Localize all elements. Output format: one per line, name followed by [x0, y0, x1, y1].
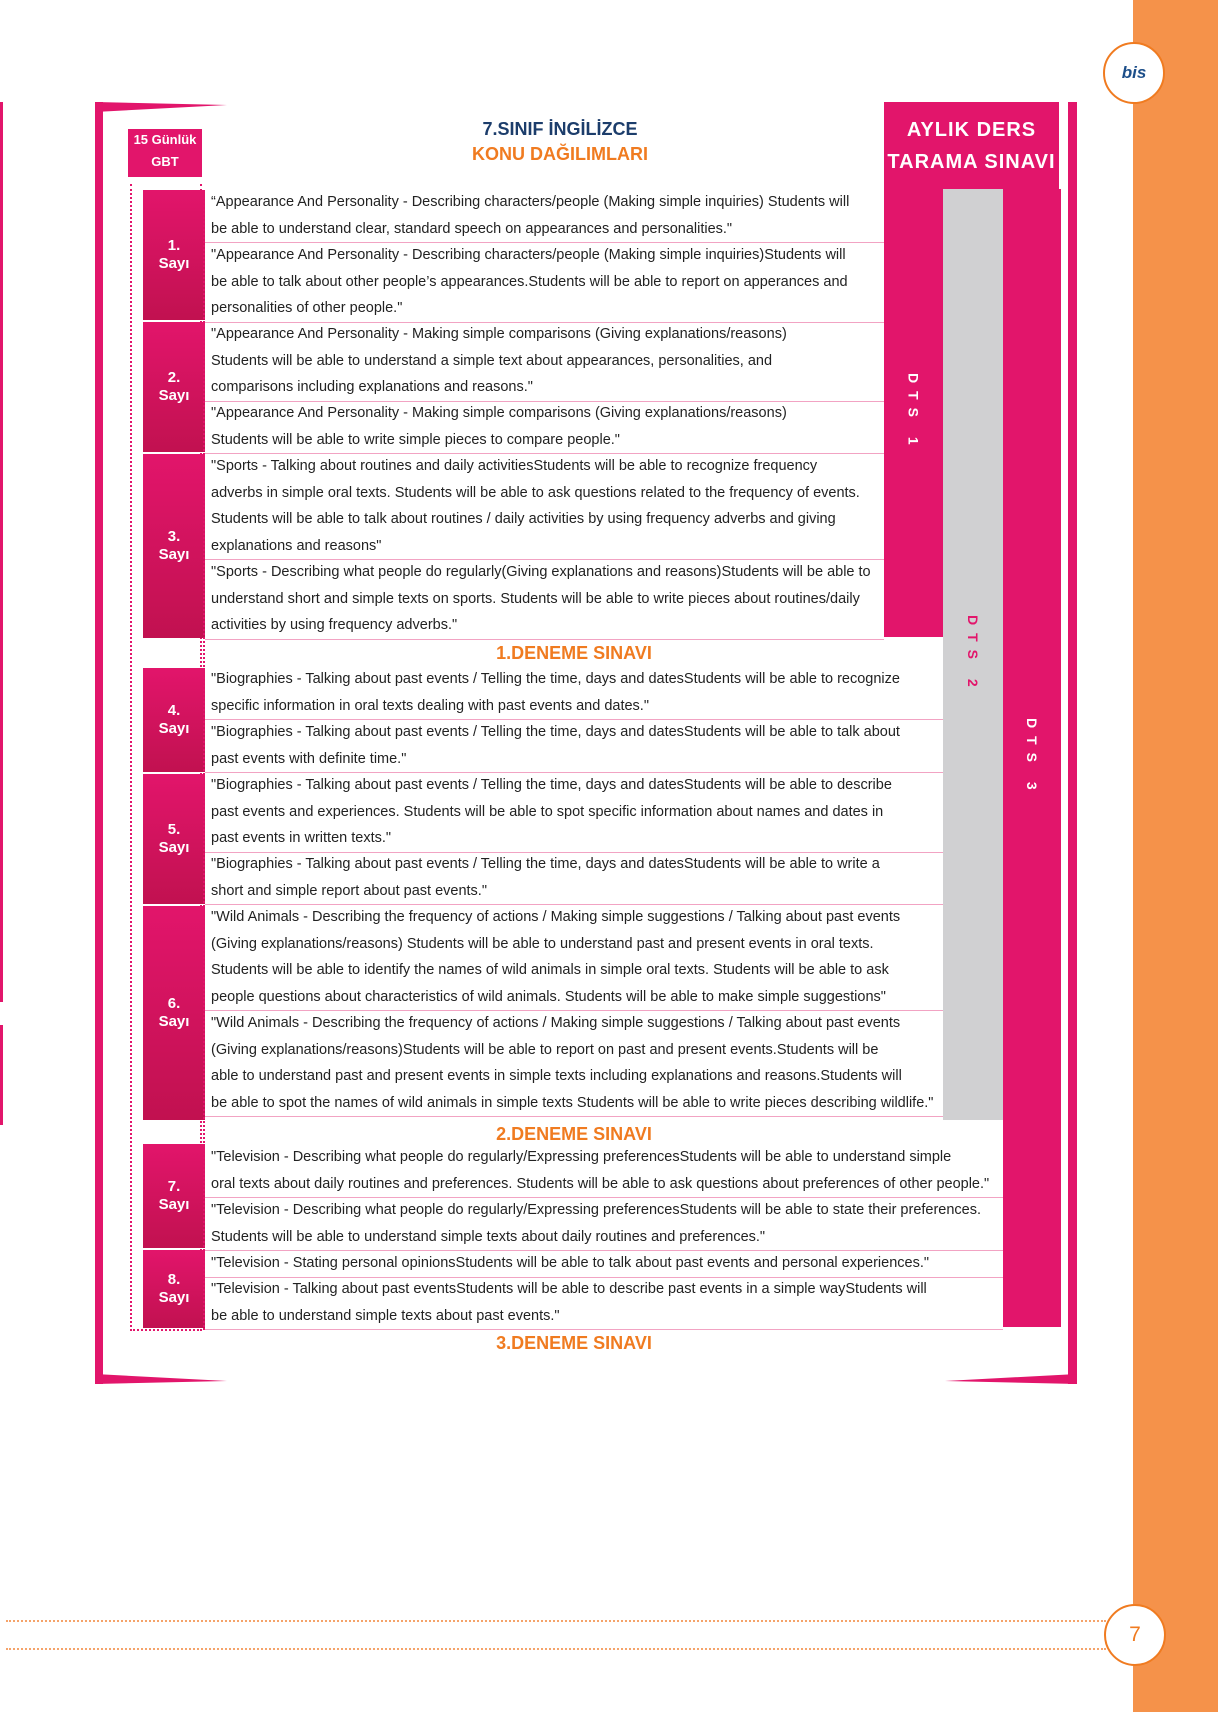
sayi-3 — [143, 454, 205, 638]
dts1-column — [884, 189, 943, 637]
topic-line: explanations and reasons" — [211, 537, 382, 554]
topic-line: Students will be able to identify the names of wild animals in simple oral texts. Students will be able to ask — [211, 962, 889, 978]
frame-flag — [95, 1374, 227, 1384]
sayi-2 — [143, 322, 205, 452]
topic-line: adverbs in simple oral texts. Students will be able to ask questions related to the frequency of events. — [211, 484, 860, 501]
topic-line: activities by using frequency adverbs." — [211, 617, 458, 633]
sayi-num: 6. — [167, 995, 181, 1012]
topic-line: understand short and simple texts on sports. Students will be able to write pieces about routines/daily — [211, 590, 860, 607]
topic-row — [205, 242, 884, 323]
sayi-1 — [143, 190, 205, 320]
topic-line: short and simple report about past events." — [211, 882, 487, 899]
topic-line: past events in written texts." — [211, 830, 392, 846]
topic-line: Students will be able to understand a simple text about appearances, personalities, and — [211, 352, 773, 369]
dotted-line — [6, 1620, 1106, 1622]
deneme-sinavi-1: 1.DENEME SINAVI — [496, 643, 652, 663]
sayi-label: Sayı — [158, 839, 190, 856]
sayi-label: Sayı — [158, 720, 190, 737]
topic-line: "Biographies - Talking about past events / Telling the time, days and datesStudents will be able to write a — [211, 856, 880, 872]
sayi-num: 8. — [167, 1271, 181, 1288]
topic-line: be able to understand clear, standard speech on appearances and personalities." — [211, 220, 733, 237]
logo-text: bis — [1121, 63, 1147, 82]
gbt-line1: 15 Günlük — [133, 132, 197, 147]
sayi-label: Sayı — [158, 387, 190, 404]
aylik-line1: AYLIK DERS — [906, 118, 1037, 141]
topic-line: be able to spot the names of wild animals in simple texts Students will be able to write pieces describing wildlife." — [211, 1094, 934, 1111]
dts1-label: DTS 1 — [905, 373, 922, 453]
topic-line: oral texts about daily routines and preferences. Students will be able to ask questions about preferences of other people." — [211, 1175, 990, 1192]
sayi-num: 7. — [167, 1178, 181, 1195]
topic-line: "Biographies - Talking about past events / Telling the time, days and datesStudents will be able to describe — [211, 777, 892, 793]
topic-line: able to understand past and present events in simple texts including explanations and reasons.Students will — [211, 1068, 902, 1084]
sayi-label: Sayı — [158, 1196, 190, 1213]
sayi-label: Sayı — [158, 1289, 190, 1306]
dts3-label: DTS 3 — [1024, 718, 1040, 798]
topic-line: Students will be able to talk about routines / daily activities by using frequency adverbs and giving — [211, 511, 836, 527]
topic-line: "Appearance And Personality - Making simple comparisons (Giving explanations/reasons) — [211, 405, 787, 421]
topic-line: people questions about characteristics of wild animals. Students will be able to make simple suggestions" — [211, 988, 886, 1005]
topic-line: "Sports - Describing what people do regularly(Giving explanations and reasons)Students will be able to — [211, 564, 871, 580]
page-subtitle: KONU DAĞILIMLARI — [472, 144, 648, 164]
topic-line: specific information in oral texts dealing with past events and dates." — [211, 697, 649, 714]
topic-row — [205, 851, 943, 905]
sayi-label: Sayı — [158, 255, 190, 272]
topic-row — [205, 666, 943, 720]
topic-line: be able to understand simple texts about past events." — [211, 1307, 560, 1324]
topic-line: "Wild Animals - Describing the frequency of actions / Making simple suggestions / Talking about past events — [211, 909, 901, 925]
topic-row — [205, 559, 884, 640]
bis-logo — [1103, 42, 1165, 104]
topic-row — [205, 1010, 943, 1117]
topic-row — [205, 1144, 1003, 1198]
topic-line: "Television - Describing what people do regularly/Expressing preferencesStudents will be able to understand simple — [211, 1149, 952, 1165]
topic-row — [205, 321, 884, 402]
frame-flag — [95, 102, 227, 112]
topic-line: “Appearance And Personality - Describing characters/people (Making simple inquiries) Students will — [211, 194, 850, 210]
sayi-num: 1. — [167, 237, 181, 254]
page-number — [1104, 1604, 1166, 1666]
topic-line: "Wild Animals - Describing the frequency of actions / Making simple suggestions / Talking about past events — [211, 1015, 901, 1031]
topic-line: (Giving explanations/reasons)Students will be able to report on past and present events.Students will be — [211, 1041, 879, 1058]
aylik-header — [884, 102, 1059, 189]
sayi-8 — [143, 1250, 205, 1328]
topic-line: personalities of other people." — [211, 300, 403, 316]
topic-line: "Appearance And Personality - Making simple comparisons (Giving explanations/reasons) — [211, 326, 787, 342]
sayi-5 — [143, 774, 205, 904]
sayi-label: Sayı — [158, 546, 190, 563]
topic-line: "Sports - Talking about routines and daily activitiesStudents will be able to recognize frequency — [211, 458, 818, 474]
left-edge-mark — [0, 102, 3, 1002]
gbt-header — [128, 129, 202, 177]
sayi-num: 4. — [167, 702, 181, 719]
left-edge-mark — [0, 1025, 3, 1125]
frame-left — [95, 102, 103, 1384]
dts3-column — [1003, 189, 1061, 1327]
topic-line: "Television - Stating personal opinionsStudents will be able to talk about past events and personal experiences." — [211, 1255, 930, 1271]
topic-line: Students will be able to write simple pieces to compare people." — [211, 431, 620, 448]
topic-row — [205, 1250, 1003, 1278]
topic-row — [205, 1276, 1003, 1330]
topic-row — [205, 400, 884, 454]
sayi-6 — [143, 906, 205, 1120]
topic-row — [205, 904, 943, 1011]
topic-line: "Appearance And Personality - Describing characters/people (Making simple inquiries)Students will — [211, 247, 846, 263]
page-title: 7.SINIF İNGİLİZCE — [482, 119, 638, 139]
dts2-label: DTS 2 — [965, 614, 981, 695]
orange-side-strip — [1133, 0, 1218, 1712]
deneme-sinavi-2: 2.DENEME SINAVI — [496, 1124, 652, 1144]
topic-line: "Television - Talking about past eventsStudents will be able to describe past events in a simple wayStudents will — [211, 1281, 927, 1297]
topic-line: comparisons including explanations and reasons." — [211, 379, 533, 395]
topic-row — [205, 719, 943, 773]
topic-row — [205, 772, 943, 853]
gbt-line2: GBT — [151, 154, 179, 169]
topic-line: "Biographies - Talking about past events / Telling the time, days and datesStudents will be able to recognize — [211, 671, 900, 687]
topic-row — [205, 189, 884, 243]
sayi-num: 5. — [167, 821, 181, 838]
frame-right — [1068, 102, 1077, 1384]
topic-line: Students will be able to understand simple texts about daily routines and preferences." — [211, 1228, 766, 1245]
sayi-num: 3. — [167, 528, 181, 545]
sayi-label: Sayı — [158, 1013, 190, 1030]
topic-line: past events with definite time." — [211, 750, 407, 767]
topic-line: be able to talk about other people’s appearances.Students will be able to report on apperances and — [211, 273, 848, 290]
topic-row — [205, 1197, 1003, 1251]
topic-line: "Television - Describing what people do regularly/Expressing preferencesStudents will be able to state their preferences. — [211, 1202, 982, 1218]
topic-row — [205, 453, 884, 560]
page-number-text: 7 — [1129, 1623, 1141, 1646]
topic-line: past events and experiences. Students will be able to spot specific information about names and dates in — [211, 803, 884, 820]
dts2-column — [943, 189, 1003, 1120]
frame-flag — [945, 1374, 1077, 1384]
deneme-sinavi-3: 3.DENEME SINAVI — [496, 1333, 652, 1353]
dotted-line — [6, 1648, 1106, 1650]
aylik-line2: TARAMA SINAVI — [887, 150, 1056, 173]
topic-line: (Giving explanations/reasons) Students will be able to understand past and present events in oral texts. — [211, 935, 874, 952]
sayi-num: 2. — [167, 369, 181, 386]
topic-line: "Biographies - Talking about past events / Telling the time, days and datesStudents will be able to talk about — [211, 724, 900, 740]
sayi-4 — [143, 668, 205, 772]
sayi-7 — [143, 1144, 205, 1248]
